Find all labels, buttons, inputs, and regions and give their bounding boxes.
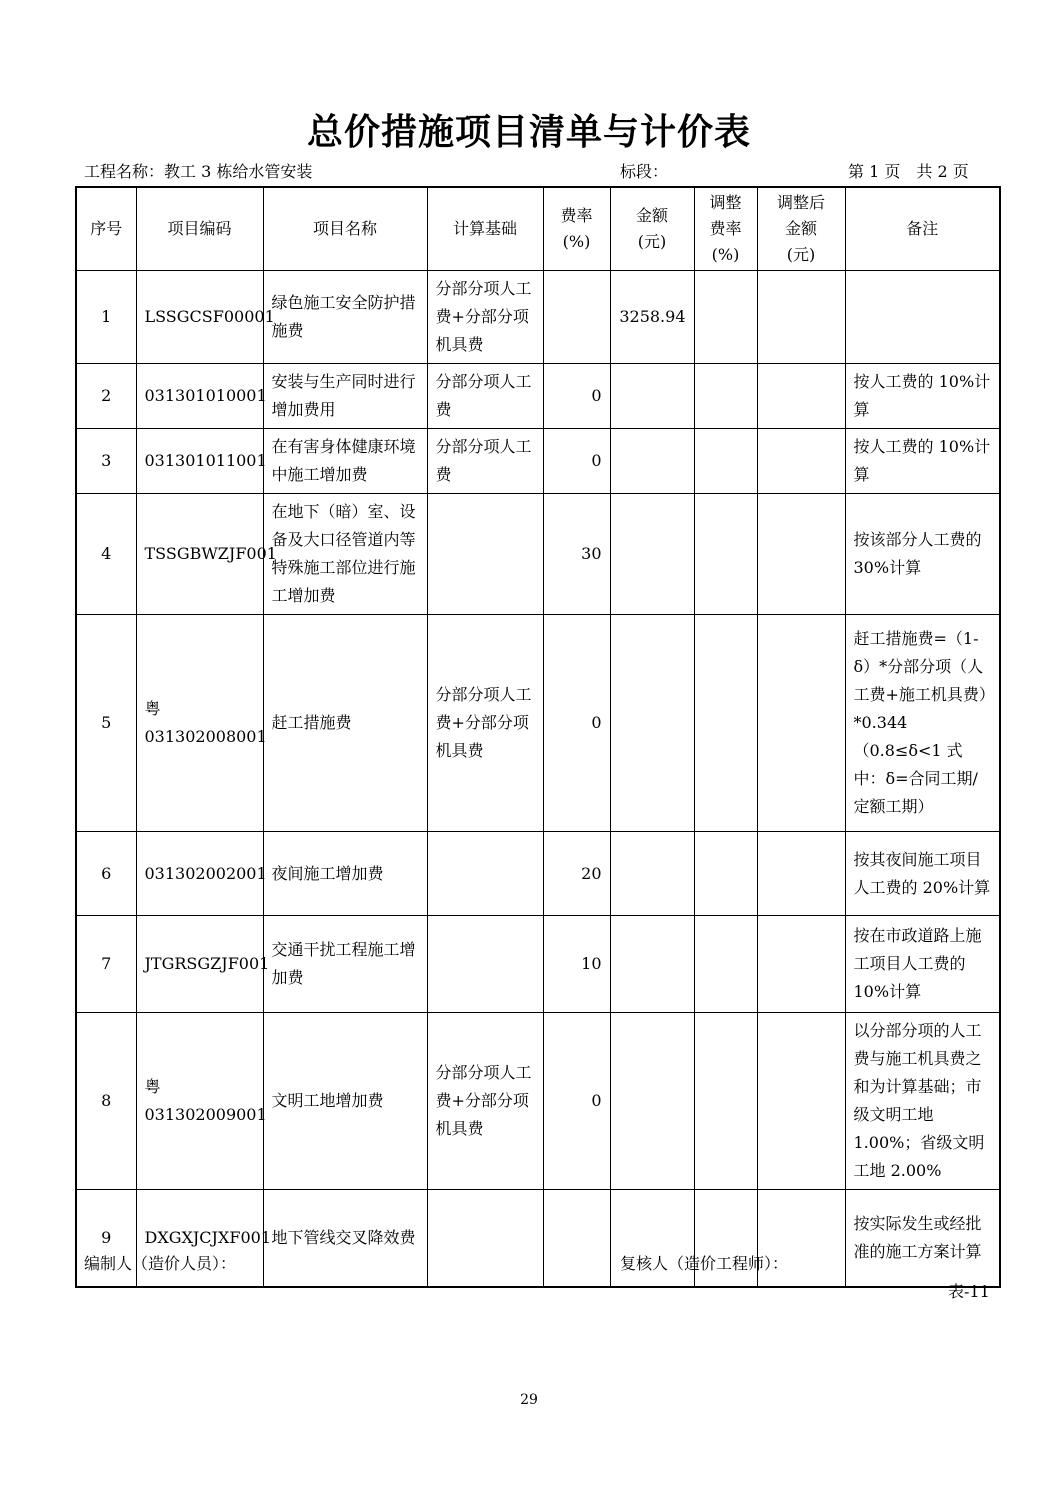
item-name-cell: 夜间施工增加费: [263, 832, 427, 916]
fee-rate-cell: 20: [543, 832, 610, 916]
amount-cell: 3258.94: [610, 271, 694, 364]
amount-cell: [610, 832, 694, 916]
fee-rate-cell: 10: [543, 916, 610, 1013]
remark-cell: 按人工费的 10%计算: [845, 429, 1000, 494]
item-name-cell: 在有害身体健康环境中施工增加费: [263, 429, 427, 494]
item-name-cell: 安装与生产同时进行增加费用: [263, 364, 427, 429]
remark-cell: 赶工措施费=（1-δ）*分部分项（人工费+施工机具费）*0.344（0.8≤δ<1 式中：δ=合同工期/定额工期）: [845, 615, 1000, 832]
col-header-adj-amount: 调整后 金额 (元): [757, 187, 845, 271]
form-number: 表-11: [948, 1282, 990, 1301]
item-name-cell: 文明工地增加费: [263, 1013, 427, 1190]
project-name: 工程名称：教工 3 栋给水管安装: [84, 162, 313, 181]
remark-cell: 以分部分项的人工费与施工机具费之和为计算基础；市级文明工地 1.00%；省级文明工地 2.00%: [845, 1013, 1000, 1190]
remark-cell: 按其夜间施工项目人工费的 20%计算: [845, 832, 1000, 916]
fee-rate-cell: 30: [543, 494, 610, 615]
col-header-name: 项目名称: [263, 187, 427, 271]
col-header-no: 序号: [76, 187, 136, 271]
row-number-cell: 9: [76, 1190, 136, 1287]
adjusted-rate-cell: [694, 429, 757, 494]
amount-cell: [610, 364, 694, 429]
col-header-basis: 计算基础: [427, 187, 543, 271]
row-number-cell: 1: [76, 271, 136, 364]
calc-basis-cell: 分部分项人工费: [427, 364, 543, 429]
adjusted-rate-cell: [694, 1013, 757, 1190]
adjusted-amount-cell: [757, 832, 845, 916]
adjusted-amount-cell: [757, 271, 845, 364]
amount-cell: [610, 916, 694, 1013]
adjusted-rate-cell: [694, 916, 757, 1013]
calc-basis-cell: 分部分项人工费+分部分项机具费: [427, 1013, 543, 1190]
col-header-code: 项目编码: [136, 187, 263, 271]
adjusted-rate-cell: [694, 832, 757, 916]
adjusted-amount-cell: [757, 1013, 845, 1190]
adjusted-amount-cell: [757, 494, 845, 615]
row-number-cell: 4: [76, 494, 136, 615]
item-name-cell: 地下管线交叉降效费: [263, 1190, 427, 1287]
calc-basis-cell: [427, 494, 543, 615]
page-number: 29: [520, 1392, 538, 1408]
calc-basis-cell: [427, 916, 543, 1013]
amount-cell: [610, 615, 694, 832]
remark-cell: 按实际发生或经批准的施工方案计算: [845, 1190, 1000, 1287]
adjusted-amount-cell: [757, 429, 845, 494]
adjusted-rate-cell: [694, 271, 757, 364]
item-code-cell: 031302002001: [136, 832, 263, 916]
remark-cell: 按在市政道路上施工项目人工费的 10%计算: [845, 916, 1000, 1013]
table-header-row: [76, 187, 1000, 271]
item-code-cell: 031301011001: [136, 429, 263, 494]
col-header-adj-rate: 调整 费率 (%): [694, 187, 757, 271]
reviewer-label: 复核人（造价工程师）：: [620, 1254, 789, 1273]
calc-basis-cell: [427, 1190, 543, 1287]
item-name-cell: 在地下（暗）室、设备及大口径管道内等特殊施工部位进行施工增加费: [263, 494, 427, 615]
row-number-cell: 6: [76, 832, 136, 916]
row-number-cell: 2: [76, 364, 136, 429]
calc-basis-cell: 分部分项人工费+分部分项机具费: [427, 271, 543, 364]
col-header-rate: 费率 (%): [543, 187, 610, 271]
page-info: 第 1 页 共 2 页: [848, 162, 969, 181]
item-name-cell: 赶工措施费: [263, 615, 427, 832]
fee-rate-cell: 0: [543, 615, 610, 832]
amount-cell: [610, 429, 694, 494]
fee-rate-cell: [543, 1190, 610, 1287]
item-code-cell: LSSGCSF00001: [136, 271, 263, 364]
table-row: [76, 615, 1000, 832]
fee-rate-cell: 0: [543, 429, 610, 494]
remark-cell: 按该部分人工费的 30%计算: [845, 494, 1000, 615]
measures-table: [75, 186, 1001, 1288]
adjusted-rate-cell: [694, 615, 757, 832]
adjusted-rate-cell: [694, 494, 757, 615]
item-name-cell: 绿色施工安全防护措施费: [263, 271, 427, 364]
calc-basis-cell: [427, 832, 543, 916]
fee-rate-cell: 0: [543, 1013, 610, 1190]
remark-cell: 按人工费的 10%计算: [845, 364, 1000, 429]
row-number-cell: 3: [76, 429, 136, 494]
remark-cell: [845, 271, 1000, 364]
preparer-label: 编制人（造价人员）：: [84, 1254, 237, 1273]
fee-rate-cell: 0: [543, 364, 610, 429]
amount-cell: [610, 494, 694, 615]
row-number-cell: 8: [76, 1013, 136, 1190]
amount-cell: [610, 1013, 694, 1190]
col-header-amount: 金额 (元): [610, 187, 694, 271]
fee-rate-cell: [543, 271, 610, 364]
table-row: [76, 364, 1000, 429]
row-number-cell: 5: [76, 615, 136, 832]
item-code-cell: JTGRSGZJF001: [136, 916, 263, 1013]
row-number-cell: 7: [76, 916, 136, 1013]
item-code-cell: TSSGBWZJF001: [136, 494, 263, 615]
adjusted-amount-cell: [757, 615, 845, 832]
item-name-cell: 交通干扰工程施工增加费: [263, 916, 427, 1013]
calc-basis-cell: 分部分项人工费: [427, 429, 543, 494]
calc-basis-cell: 分部分项人工费+分部分项机具费: [427, 615, 543, 832]
item-code-cell: 031301010001: [136, 364, 263, 429]
table-row: [76, 429, 1000, 494]
col-header-remark: 备注: [845, 187, 1000, 271]
adjusted-rate-cell: [694, 364, 757, 429]
item-code-cell: 粤 031302009001: [136, 1013, 263, 1190]
item-code-cell: DXGXJCJXF001: [136, 1190, 263, 1287]
table-row: [76, 916, 1000, 1013]
table-row: [76, 832, 1000, 916]
table-row: [76, 494, 1000, 615]
adjusted-amount-cell: [757, 916, 845, 1013]
page-title: 总价措施项目清单与计价表: [306, 112, 751, 153]
adjusted-amount-cell: [757, 364, 845, 429]
table-row: [76, 271, 1000, 364]
table-row: [76, 1013, 1000, 1190]
section-label: 标段：: [620, 162, 669, 181]
item-code-cell: 粤 031302008001: [136, 615, 263, 832]
